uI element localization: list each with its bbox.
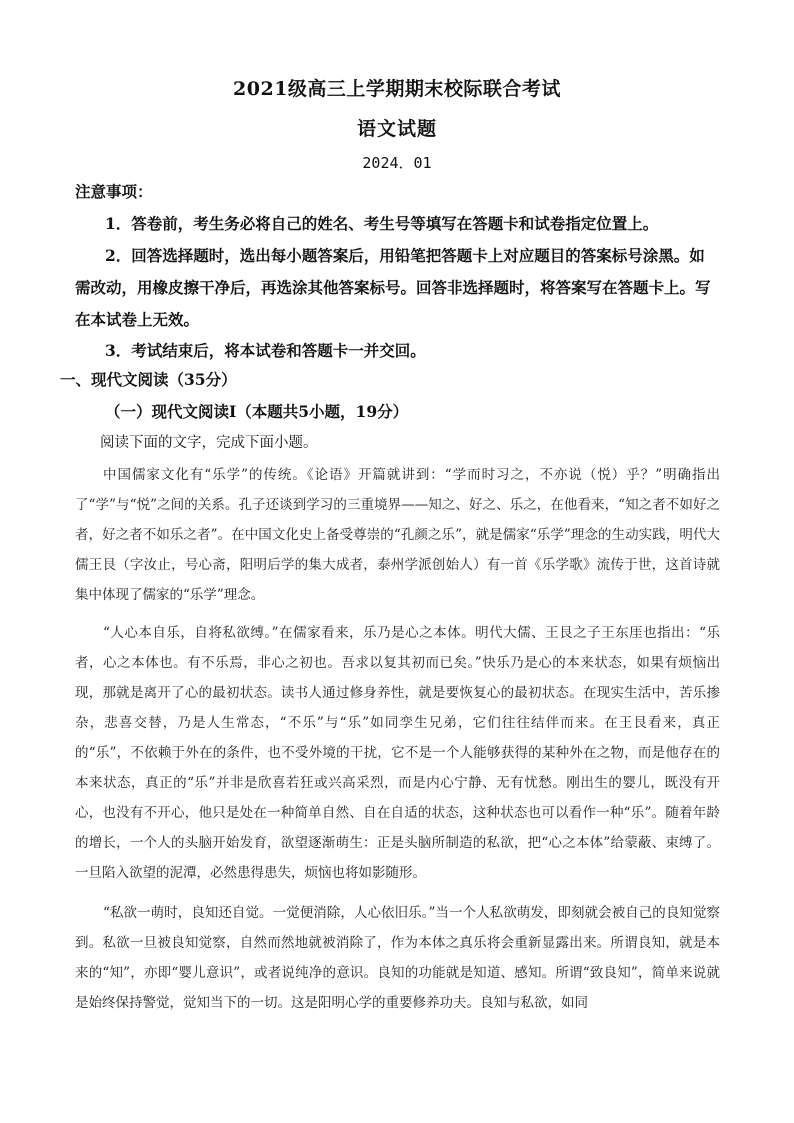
notice-item-1: 1．答卷前，考生务必将自己的姓名、考生号等填写在答题卡和试卷指定位置上。	[105, 214, 659, 233]
passage-paragraph-2: “人心本自乐，自将私欲缚。”在儒家看来，乐乃是心之本体。明代大儒、王艮之子王东厓也指出：“乐者，心之本体也。有不乐焉，非心之初也。吾求以复其初而已矣。”快乐乃是心的本来状态，如果有烦恼出现，那就是离开了心的最初状态。读书人通过修身养性，就是要恢复心的最初状态。在现实生活中，苦乐掺杂，悲喜交替，乃是人生常态，“不乐”与“乐”如同孪生兄弟，它们往往结伴而来。在王艮看来，真正的“乐”，不依赖于外在的条件，也不受外境的干扰，它不是一个人能够获得的某种外在之物，而是他存在的本来状态，真正的“乐”并非是欣喜若狂或兴高采烈，而是内心宁静、无有忧愁。刚出生的婴儿，既没有开心，也没有不开心，他只是处在一种简单自然、自在自适的状态，这种状态也可以看作一种“乐”。随着年龄的增长，一个人的头脑开始发育，欲望逐渐萌生：正是头脑所制造的私欲，把“心之本体”给蒙蔽、束缚了。一旦陷入欲望的泥潭，必然患得患失，烦恼也将如影随形。	[75, 625, 720, 881]
subsection-heading: （一）现代文阅读Ⅰ（本题共5小题，19分）	[105, 402, 409, 421]
exam-date: 2024．01	[362, 154, 432, 172]
reading-instruction: 阅读下面的文字，完成下面小题。	[100, 435, 318, 451]
passage-paragraph-3: “私欲一萌时，良知还自觉。一觉便消除，人心依旧乐。”当一个人私欲萌发，即刻就会被自己的良知觉察到。私欲一旦被良知觉察，自然而然地就被消除了，作为本体之真乐将会重新显露出来。所谓良知，就是本来的“知”，亦即“婴儿意识”，或者说纯净的意识。良知的功能就是知道、感知。所谓“致良知”，简单来说就是始终保持警觉，觉知当下的一切。这是阳明心学的重要修养功夫。良知与私欲，如同	[75, 905, 720, 1011]
section-heading: 一、现代文阅读（35分）	[60, 370, 237, 389]
passage-paragraph-1: 中国儒家文化有“乐学”的传统。《论语》开篇就讲到：“学而时习之，不亦说（悦）乎？”明确指出了“学”与“悦”之间的关系。孔子还谈到学习的三重境界——知之、好之、乐之，在他看来，“知之者不如好之者，好之者不如乐之者”。在中国文化史上备受尊崇的“孔颜之乐”，就是儒家“乐学”理念的生动实践，明代大儒王艮（字汝止，号心斋，阳明后学的集大成者，泰州学派创始人）有一首《乐学歌》流传于世，这首诗就集中体现了儒家的“乐学”理念。	[75, 467, 720, 603]
notice-item-3: 3．考试结束后，将本试卷和答题卡一并交回。	[105, 341, 426, 360]
notice-heading: 注意事项：	[75, 182, 153, 201]
notice-item-2: 2．回答选择题时，选出每小题答案后，用铅笔把答题卡上对应题目的答案标号涂黑。如需改动，用橡皮擦干净后，再选涂其他答案标号。回答非选择题时，将答案写在答题卡上。写在本试卷上无效。	[75, 246, 711, 329]
exam-subject: 语文试题	[356, 118, 437, 140]
exam-title: 2021级高三上学期期末校际联合考试	[233, 78, 561, 100]
